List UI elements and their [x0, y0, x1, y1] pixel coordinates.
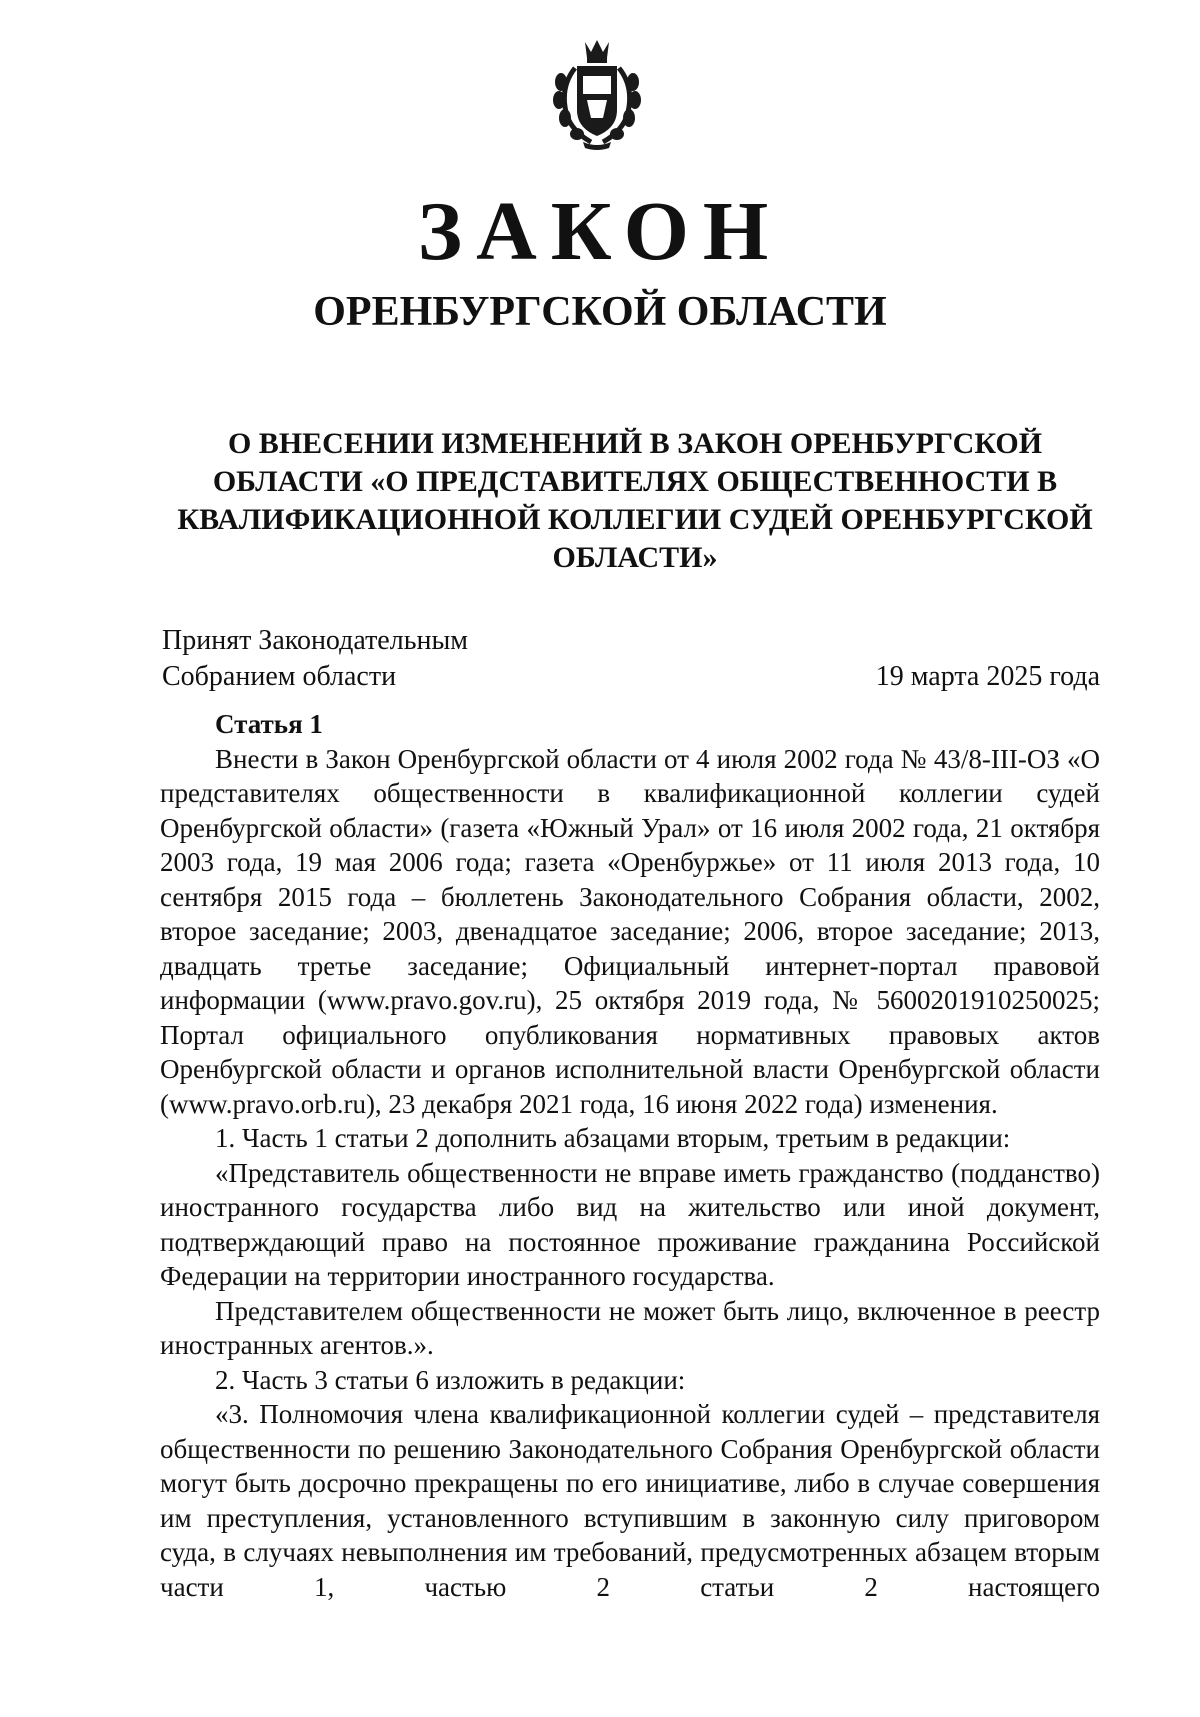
document-title: ЗАКОН — [417, 185, 783, 278]
amendment-item-2: 2. Часть 3 статьи 6 изложить в редакции: — [215, 1364, 686, 1395]
quoted-paragraph-3: «3. Полномочия члена квалификационной коллегии судей – представителя общественности по решению Законодательного Собрания Оренбургской области могут быть досрочно прекращены по его инициативе, либо в случае совершения им преступления, установленного вступившим в законную силу приговором суда, в случаях невыполнения им требований, предусмотренных абзацем вторым части 1, частью 2 статьи 2 настоящего — [160, 1399, 1100, 1602]
adoption-note — [162, 623, 468, 695]
article-intro-paragraph: Внести в Закон Оренбургской области от 4 июля 2002 года № 43/8-III-ОЗ «О представителях общественности в квалификационной коллегии судей Оренбургской области» (газета «Южный Урал» от 16 июля 2002 года, 21 октября 2003 года, 19 мая 2006 года; газета «Оренбуржье» от 11 июля 2013 года, 10 сентября 2015 года – бюллетень Законодательного Собрания области, 2002, второе заседание; 2003, двенадцатое заседание; 2006, второе заседание; 2013, двадцать третье заседание; Официальный интернет-портал правовой информации (www.pravo.gov.ru), 25 октября 2019 года, № 5600201910250025; Портал официального опубликования нормативных правовых актов Оренбургской области и органов исполнительной власти Оренбургской области (www.pravo.orb.ru), 23 декабря 2021 года, 16 июня 2022 года) изменения. — [160, 743, 1100, 1119]
quoted-paragraph-1: «Представитель общественности не вправе иметь гражданство (подданство) иностранного государства либо вид на жительство или иной документ, подтверждающий право на постоянное проживание гражданина Российской Федерации на территории иностранного государства. — [160, 1157, 1100, 1291]
article-heading: Статья 1 — [215, 709, 323, 739]
amendment-item-1: 1. Часть 1 статьи 2 дополнить абзацами вторым, третьим в редакции: — [215, 1123, 1011, 1153]
law-subject — [170, 425, 1100, 577]
subject-line: О ВНЕСЕНИИ ИЗМЕНЕНИЙ В ЗАКОН ОРЕНБУРГСКОЙ — [227, 427, 1043, 460]
quoted-paragraph-2: Представителем общественности не может быть лицо, включенное в реестр иностранных агентов.». — [160, 1295, 1100, 1360]
subject-line: ОБЛАСТИ» — [552, 541, 718, 574]
subject-line: КВАЛИФИКАЦИОННОЙ КОЛЛЕГИИ СУДЕЙ ОРЕНБУРГСКОЙ — [177, 503, 1093, 536]
coat-of-arms-emblem — [547, 38, 647, 150]
subject-line: ОБЛАСТИ «О ПРЕДСТАВИТЕЛЯХ ОБЩЕСТВЕННОСТИ В — [212, 465, 1058, 498]
adoption-line: Собранием области — [162, 661, 397, 692]
adoption-line: Принят Законодательным — [162, 625, 468, 656]
region-name: ОРЕНБУРГСКОЙ ОБЛАСТИ — [313, 289, 887, 335]
adoption-date: 19 марта 2025 года — [875, 661, 1100, 692]
law-body — [160, 707, 1100, 1604]
